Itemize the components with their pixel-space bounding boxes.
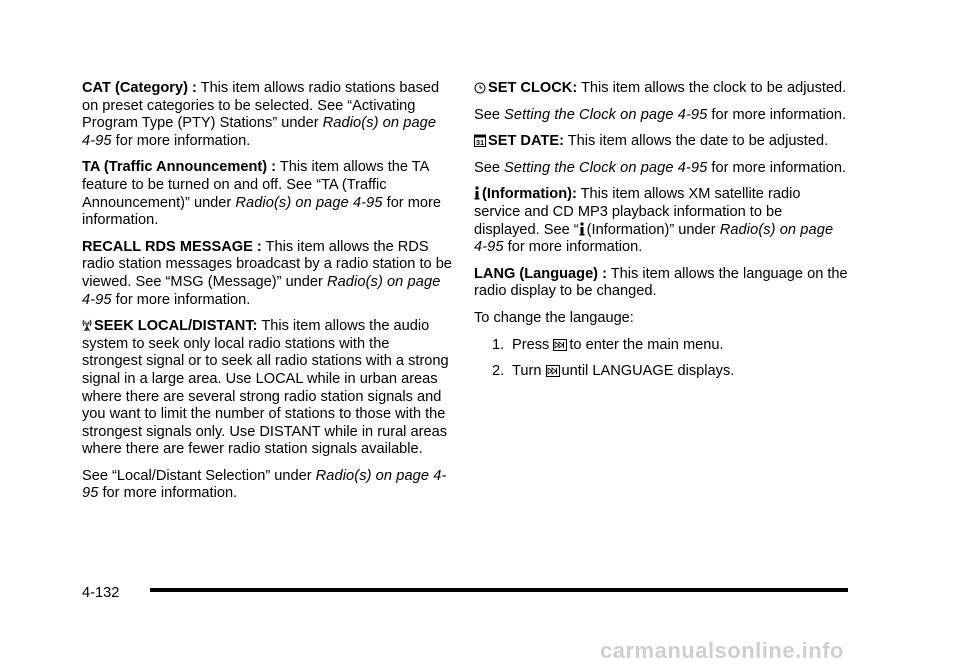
step-text-before: Press	[512, 336, 550, 353]
recall-text-after: for more information.	[115, 291, 251, 308]
ta-label: TA (Traffic Announcement) :	[82, 159, 277, 176]
recall-label: RECALL RDS MESSAGE :	[82, 238, 262, 255]
antenna-icon	[82, 318, 92, 332]
cat-text-after: for more information.	[115, 132, 251, 149]
seek-ref-paragraph	[82, 468, 452, 503]
date-ref-page[interactable]: on page 4-95	[620, 159, 708, 176]
clock-ref-text-after: for more information.	[711, 106, 847, 123]
right-column	[474, 80, 850, 390]
date-ref-title[interactable]: Setting the Clock	[504, 159, 617, 176]
info-label: (Information):	[482, 186, 577, 203]
left-column	[82, 80, 452, 512]
date-label: SET DATE:	[488, 133, 564, 150]
clock-ref-text: See	[474, 106, 500, 123]
clock-ref-title[interactable]: Setting the Clock	[504, 106, 617, 123]
lang-text: This item allows the language on the radio display to be changed.	[474, 265, 848, 300]
ta-text: This item allows the TA feature to be turned on and off. See “TA (Traffic Announcement)” under	[82, 159, 429, 211]
step-text-after: to enter the main menu.	[569, 336, 724, 353]
cat-ref-title[interactable]: Radio(s)	[322, 115, 379, 132]
watermark: carmanualsonline.info	[600, 638, 844, 663]
cat-paragraph	[82, 80, 452, 150]
seek-paragraph	[82, 318, 452, 459]
steps-list	[474, 337, 850, 381]
cat-text: This item allows radio stations based on preset categories to be selected. See “Activating Program Type (PTY) Stations” under	[82, 80, 440, 132]
clock-ref-page[interactable]: on page 4-95	[620, 106, 708, 123]
ta-text-after: for more information.	[82, 194, 441, 229]
lang-paragraph	[474, 266, 850, 301]
ta-ref-title[interactable]: Radio(s)	[235, 194, 292, 211]
date-ref-paragraph	[474, 160, 850, 178]
page-number: 4-132	[82, 585, 120, 601]
seek-ref-text-after: for more information.	[102, 485, 238, 502]
step-item	[492, 363, 850, 381]
date-ref-text-after: for more information.	[711, 159, 847, 176]
ta-ref-page[interactable]: on page 4-95	[295, 194, 383, 211]
ta-paragraph	[82, 159, 452, 229]
recall-paragraph	[82, 239, 452, 309]
svg-text:31: 31	[475, 138, 485, 148]
step-item	[492, 337, 850, 355]
date-ref-text: See	[474, 159, 500, 176]
seek-ref-page[interactable]: on page 4-95	[82, 467, 447, 502]
step-text-after: until LANGUAGE displays.	[561, 363, 735, 380]
clock-icon	[474, 82, 486, 94]
recall-ref-title[interactable]: Radio(s)	[326, 273, 383, 290]
tune-button-icon	[553, 339, 567, 351]
info-ref-title[interactable]: Radio(s)	[719, 221, 776, 238]
clock-ref-paragraph	[474, 107, 850, 125]
seek-label: SEEK LOCAL/DISTANT:	[94, 318, 258, 335]
recall-text: This item allows the RDS radio station messages broadcast by a radio station to be viewed. See “MSG (Message)” under	[82, 238, 452, 290]
info-paragraph	[474, 186, 850, 256]
info-inline-icon	[579, 222, 585, 236]
lang-label: LANG (Language) :	[474, 265, 607, 282]
footer-rule	[150, 588, 848, 592]
step-number: 1.	[492, 336, 505, 353]
seek-ref-title[interactable]: Radio(s)	[315, 467, 372, 484]
date-paragraph	[474, 133, 850, 151]
clock-paragraph	[474, 80, 850, 98]
date-text: This item allows the date to be adjusted.	[567, 133, 829, 150]
recall-ref-page[interactable]: on page 4-95	[82, 273, 441, 308]
info-text-mid: (Information)” under	[586, 221, 716, 238]
step-number: 2.	[492, 363, 505, 380]
cat-label: CAT (Category) :	[82, 80, 197, 96]
cat-ref-page[interactable]: on page 4-95	[82, 115, 437, 149]
step-text-before: Turn	[512, 363, 542, 380]
info-ref-page[interactable]: on page 4-95	[474, 221, 834, 256]
info-text: This item allows XM satellite radio service and CD MP3 playback information to be displayed. See “	[474, 186, 801, 238]
calendar-icon	[474, 134, 486, 147]
seek-text: This item allows the audio system to seek only local radio stations with the strongest signal or to seek all radio stations with a strong signal in a large area. Use LOCAL while in urban areas where there are several strong radio station signals and you want to limit the number of stations to those with the strongest signals only. Use DISTANT while in rural areas where there are fewer radio station signals available.	[82, 318, 449, 458]
info-icon	[474, 186, 480, 200]
info-text-after: for more information.	[507, 239, 643, 256]
change-intro: To change the langauge:	[474, 309, 634, 326]
seek-ref-text: See “Local/Distant Selection” under	[82, 467, 312, 484]
clock-label: SET CLOCK:	[488, 80, 578, 96]
tune-button-icon	[546, 365, 560, 377]
clock-text: This item allows the clock to be adjusted.	[580, 80, 847, 96]
